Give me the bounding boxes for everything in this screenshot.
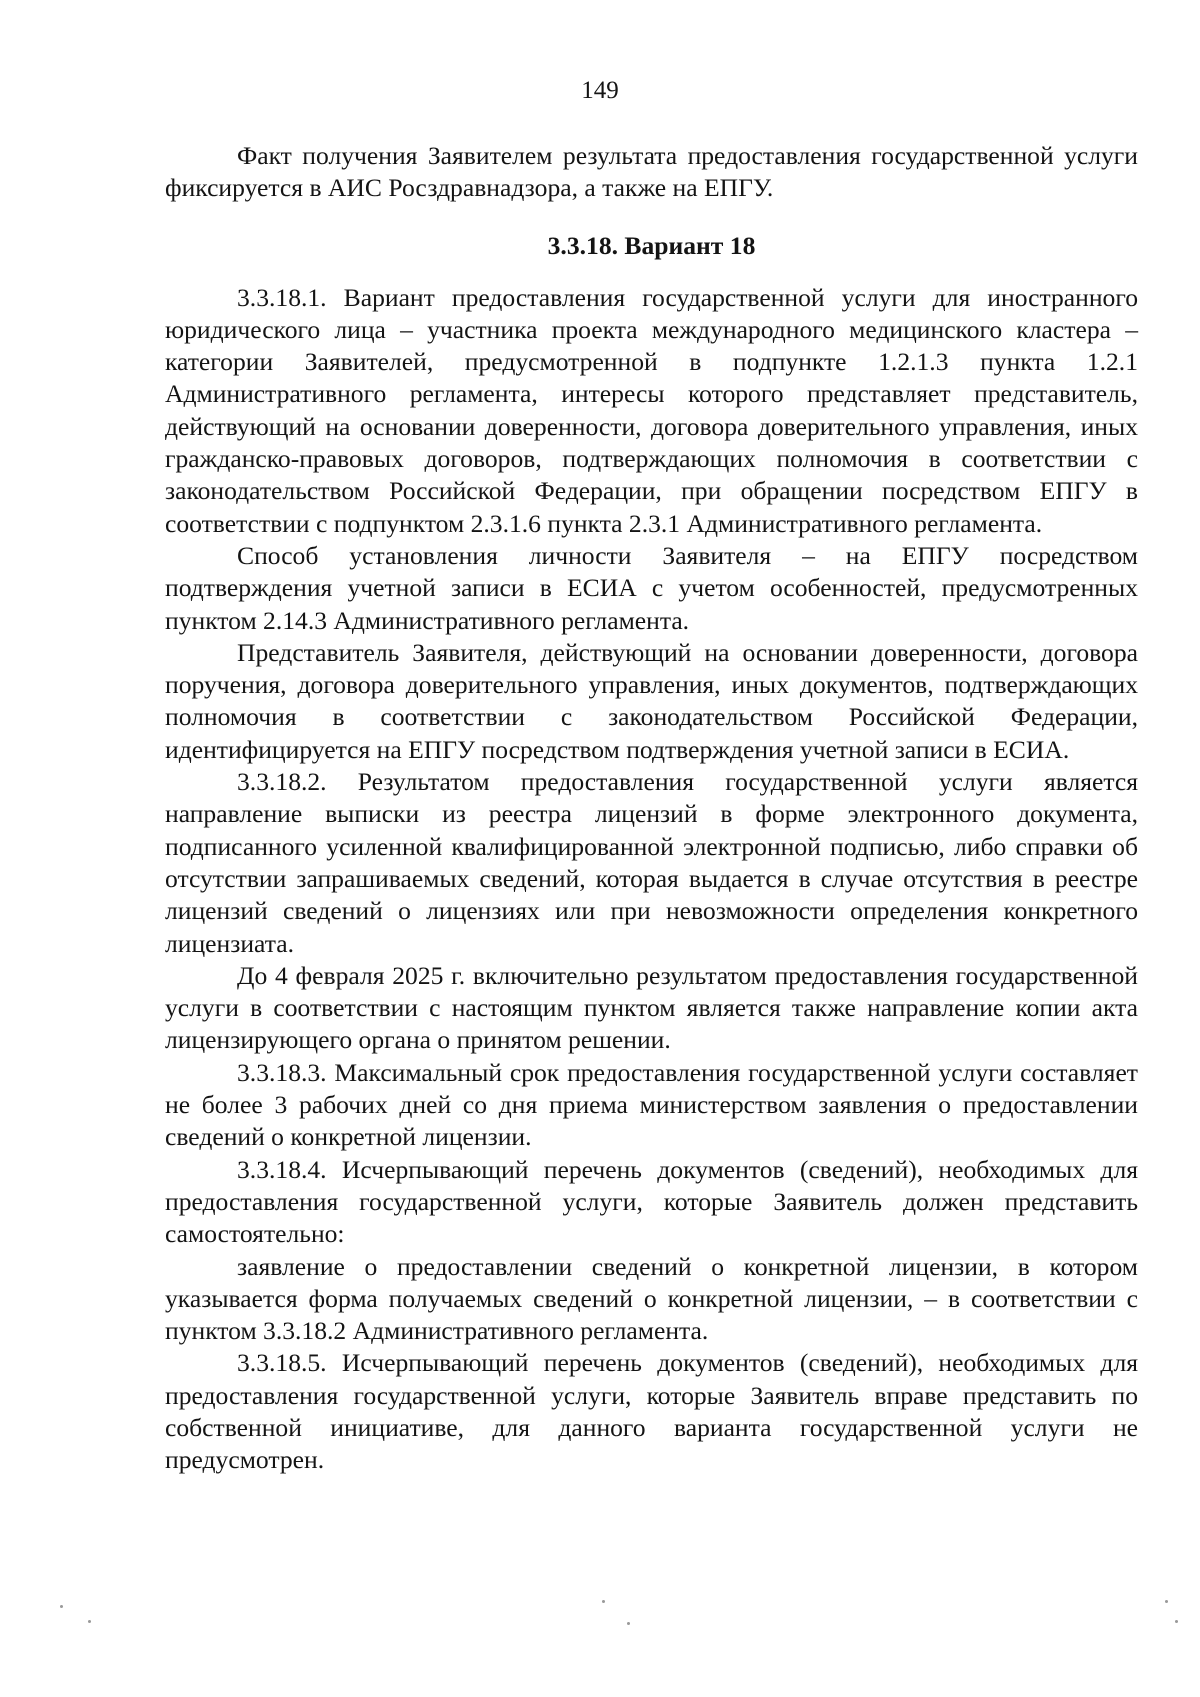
scan-speck [1175,1620,1178,1623]
document-body [165,140,1138,1477]
paragraph-3-3-18-1: 3.3.18.1. Вариант предоставления государственной услуги для иностранного юридического лица – участника проекта международного медицинского кластера – категории Заявителей, предусмотренной в подпункте 1.2.1.3 пункта 1.2.1 Административного регламента, интересы которого представляет представитель, действующий на основании доверенности, договора доверительного управления, иных гражданско-правовых договоров, подтверждающих полномочия в соответствии с законодательством Российской Федерации, при обращении посредством ЕПГУ в соответствии с подпунктом 2.3.1.6 пункта 2.3.1 Административного регламента. [165,282,1138,538]
scan-speck [627,1622,630,1625]
paragraph-representative: Представитель Заявителя, действующий на основании доверенности, договора поручения, договора доверительного управления, иных документов, подтверждающих полномочия в соответствии с законодательством Российской Федерации, идентифицируется на ЕПГУ посредством подтверждения учетной записи в ЕСИА. [165,637,1138,764]
scan-speck [60,1605,63,1608]
paragraph-3-3-18-4: 3.3.18.4. Исчерпывающий перечень документов (сведений), необходимых для предоставления государственной услуги, которые Заявитель должен представить самостоятельно: [165,1154,1138,1249]
paragraph-result-fixation: Факт получения Заявителем результата предоставления государственной услуги фиксируется в АИС Росздравнадзора, а также на ЕПГУ. [165,141,1138,203]
section-heading: 3.3.18. Вариант 18 [547,230,756,260]
paragraph-3-3-18-5: 3.3.18.5. Исчерпывающий перечень документов (сведений), необходимых для предоставления государственной услуги, которые Заявитель вправе представить по собственной инициативе, для данного варианта государственной услуги не предусмотрен. [165,1348,1138,1475]
paragraph-3-3-18-3: 3.3.18.3. Максимальный срок предоставления государственной услуги составляет не более 3 рабочих дней со дня приема министерством заявления о предоставлении сведений о конкретной лицензии. [165,1057,1138,1152]
scan-speck [602,1600,605,1603]
page-number: 149 [581,77,619,104]
paragraph-application: заявление о предоставлении сведений о конкретной лицензии, в котором указывается форма получаемых сведений о конкретной лицензии, – в соответствии с пунктом 3.3.18.2 Административного регламента. [165,1251,1138,1346]
paragraph-until-february-2025: До 4 февраля 2025 г. включительно результатом предоставления государственной услуги в соответствии с настоящим пунктом является также направление копии акта лицензирующего органа о принятом решении. [165,960,1138,1055]
scan-speck [88,1620,91,1623]
scan-speck [1165,1600,1168,1603]
paragraph-3-3-18-2: 3.3.18.2. Результатом предоставления государственной услуги является направление выписки из реестра лицензий в форме электронного документа, подписанного усиленной квалифицированной электронной подписью, либо справки об отсутствии запрашиваемых сведений, которая выдается в случае отсутствия в реестре лицензий сведений о лицензиях или при невозможности определения конкретного лицензиата. [165,767,1138,958]
paragraph-identification-method: Способ установления личности Заявителя – на ЕПГУ посредством подтверждения учетной записи в ЕСИА с учетом особенностей, предусмотренных пунктом 2.14.3 Административного регламента. [165,540,1138,635]
